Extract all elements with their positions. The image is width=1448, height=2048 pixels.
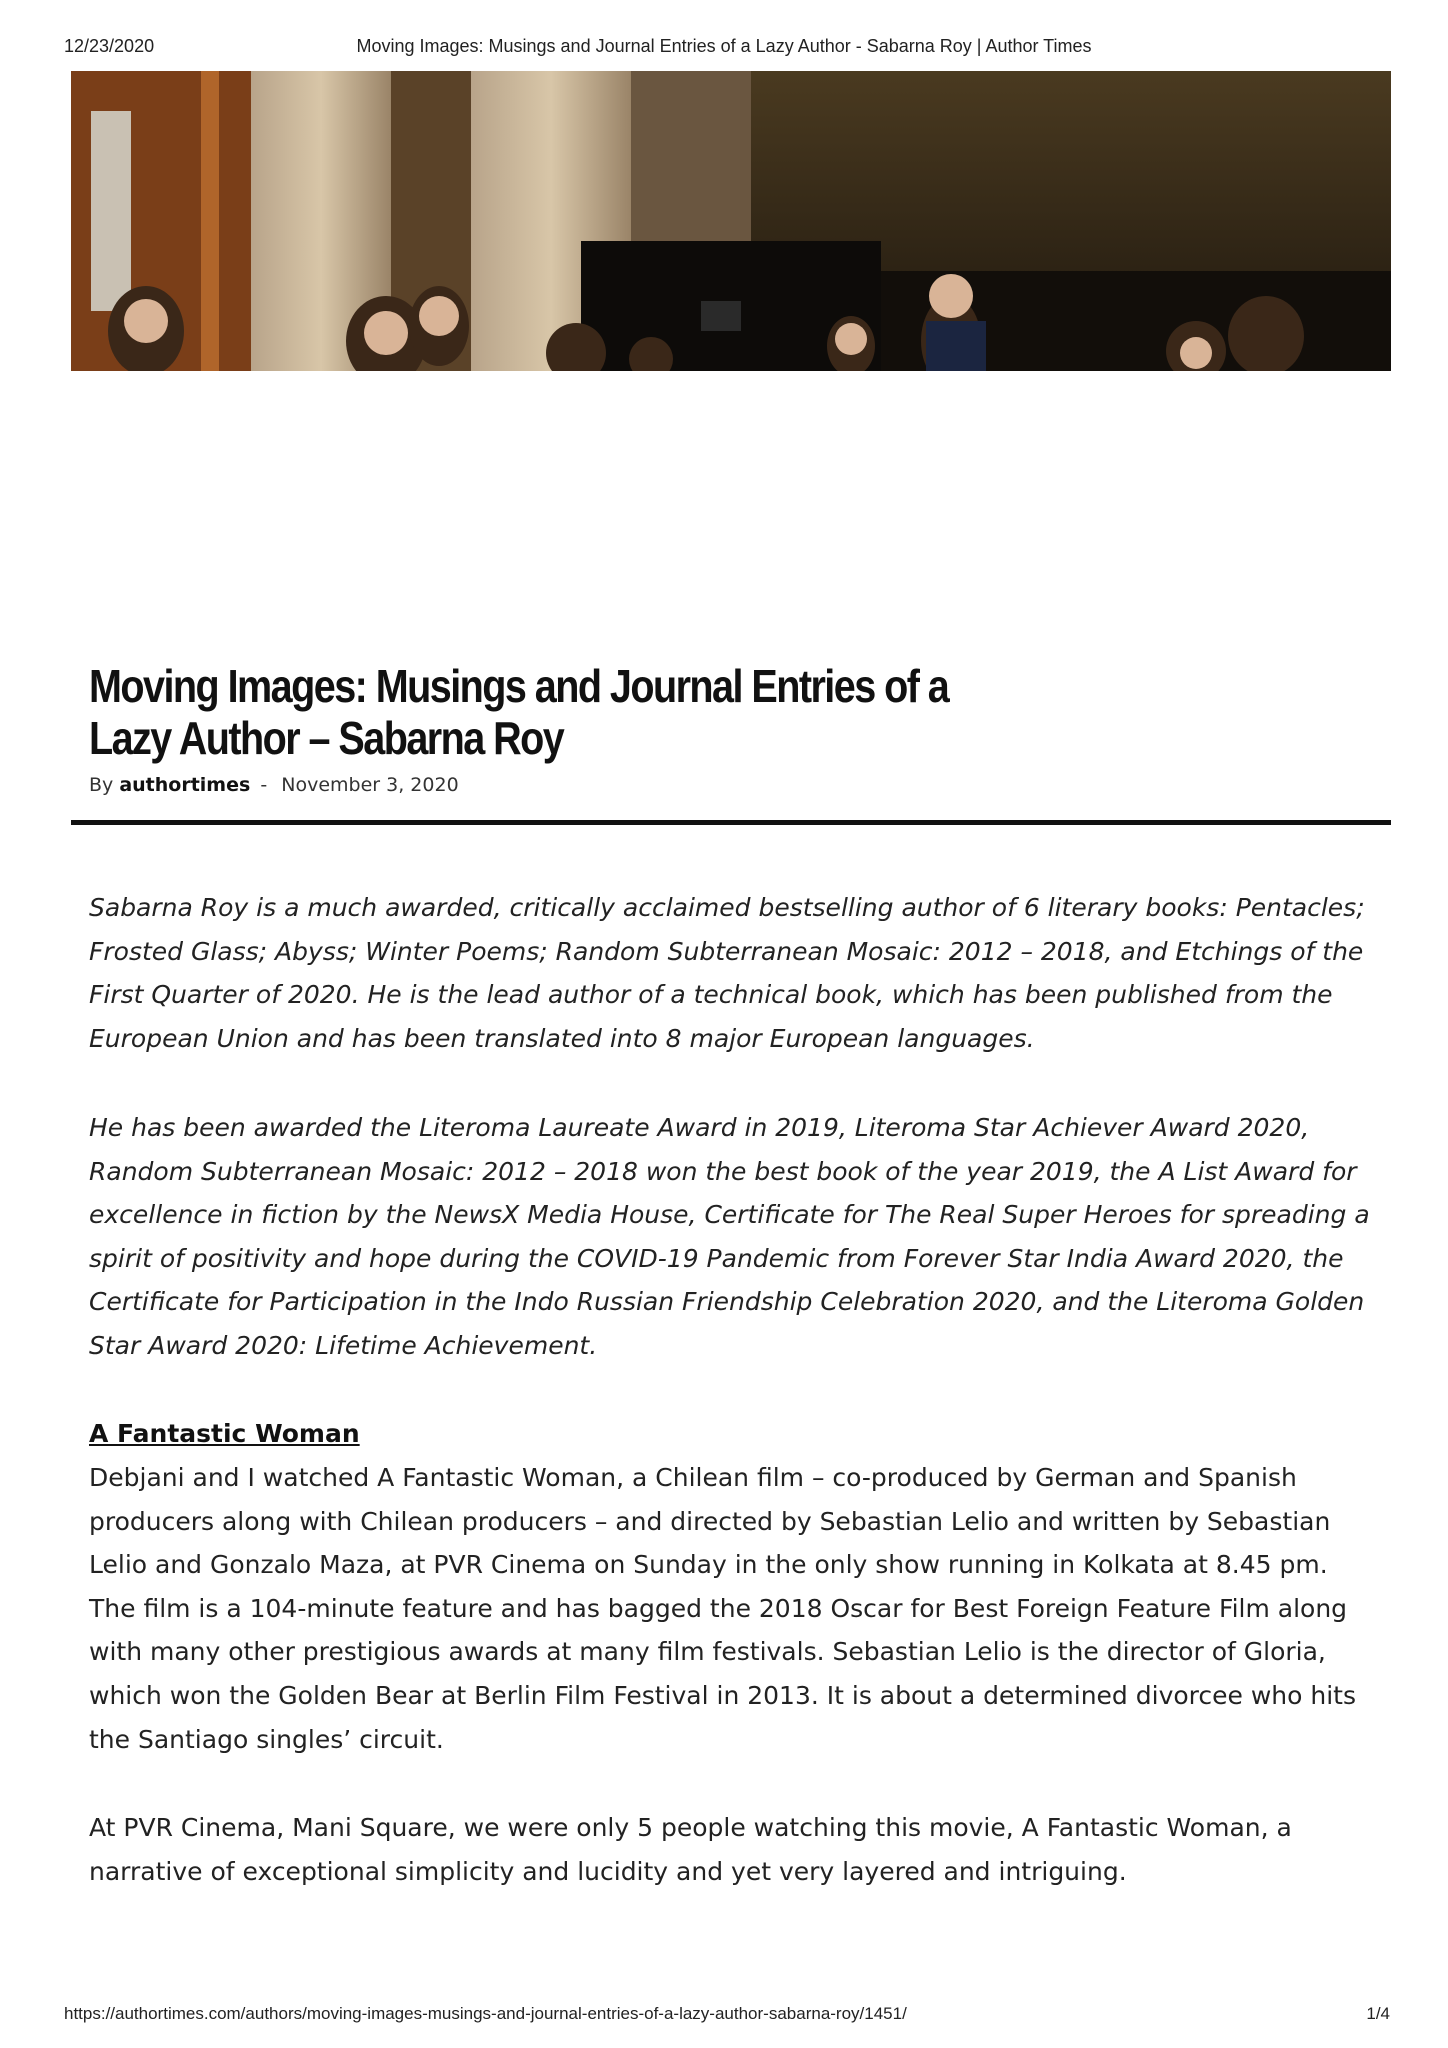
by-label: By (89, 774, 114, 796)
print-header (0, 36, 1448, 62)
print-url: https://authortimes.com/authors/moving-images-musings-and-journal-entries-of-a-lazy-author-sabarna-roy/1451/ (64, 2004, 907, 2023)
print-date: 12/23/2020 (64, 36, 155, 56)
publish-date: November 3, 2020 (281, 774, 459, 796)
article-meta (89, 774, 459, 796)
awards-paragraph: He has been awarded the Literoma Laureate Award in 2019, Literoma Star Achiever Award 2020, Random Subterranean Mosaic: 2012 – 2018 won the best book of the year 2019, the A List Award for excellence in fiction by the NewsX Media House, Certificate for The Real Super Heroes for spreading a spirit of positivity and hope during the COVID-19 Pandemic from Forever Star India Award 2020, the Certificate for Participation in the Indo Russian Friendship Celebration 2020, and the Literoma Golden Star Award 2020: Lifetime Achievement. (89, 1113, 1370, 1360)
meta-separator: - (260, 774, 268, 796)
hero-photo-icon (71, 71, 1391, 371)
title-divider (71, 820, 1391, 825)
page-number: 1/4 (1366, 2004, 1390, 2023)
print-page-title: Moving Images: Musings and Journal Entries of a Lazy Author - Sabarna Roy | Author Times (356, 36, 1092, 56)
article-title: Moving Images: Musings and Journal Entries of a Lazy Author – Sabarna Roy (89, 660, 949, 764)
print-footer (0, 2004, 1448, 2028)
section-paragraph-2: At PVR Cinema, Mani Square, we were only 5 people watching this movie, A Fantastic Woman, a narrative of exceptional simplicity and lucidity and yet very layered and intriguing. (89, 1813, 1292, 1886)
section-paragraph-1: Debjani and I watched A Fantastic Woman, a Chilean film – co-produced by German and Spanish producers along with Chilean producers – and directed by Sebastian Lelio and written by Sebastian Lelio and Gonzalo Maza, at PVR Cinema on Sunday in the only show running in Kolkata at 8.45 pm. The film is a 104-minute feature and has bagged the 2018 Oscar for Best Foreign Feature Film along with many other prestigious awards at many film festivals. Sebastian Lelio is the director of Gloria, which won the Golden Bear at Berlin Film Festival in 2013. It is about a determined divorcee who hits the Santiago singles’ circuit. (89, 1463, 1356, 1754)
author-link[interactable]: authortimes (119, 774, 251, 796)
section-heading: A Fantastic Woman (89, 1419, 360, 1448)
intro-paragraph: Sabarna Roy is a much awarded, critically acclaimed bestselling author of 6 literary books: Pentacles; Frosted Glass; Abyss; Winter Poems; Random Subterranean Mosaic: 2012 – 2018, and Etchings of the First Quarter of 2020. He is the lead author of a technical book, which has been published from the European Union and has been translated into 8 major European languages. (89, 893, 1365, 1053)
hero-photo-graphic (71, 71, 1391, 371)
